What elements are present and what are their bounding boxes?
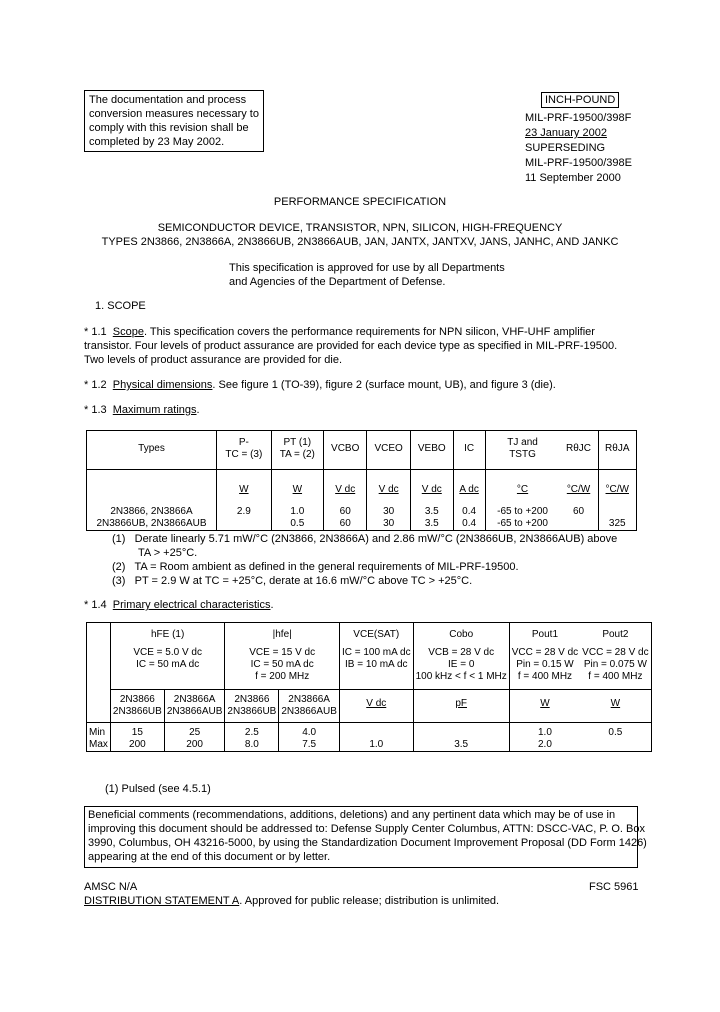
header-condition: VCC = 28 V dc bbox=[511, 647, 579, 658]
unit: W bbox=[217, 470, 272, 497]
cell bbox=[217, 518, 272, 531]
cell: 4.0 bbox=[279, 723, 340, 740]
subheader bbox=[225, 690, 279, 723]
approval-line: This specification is approved for use by all Departments bbox=[229, 262, 505, 274]
column-header bbox=[225, 623, 340, 690]
section-1-2 bbox=[84, 378, 556, 392]
section-number: * 1.4 bbox=[84, 599, 107, 611]
amsc: AMSC N/A bbox=[84, 881, 138, 893]
maximum-ratings-table bbox=[86, 430, 637, 531]
subheader-text: 2N3866UB bbox=[112, 706, 162, 717]
header-vcbo: VCBO bbox=[323, 431, 366, 470]
subheader bbox=[339, 690, 413, 723]
header-text: TC = (3) bbox=[225, 449, 263, 460]
header-condition: VCB = 28 V dc bbox=[428, 647, 495, 658]
table-1-notes bbox=[112, 532, 617, 588]
cell: 30 bbox=[367, 518, 410, 531]
notice-line: The documentation and process bbox=[89, 94, 247, 106]
note-text: PT = 2.9 W at TC = +25°C, derate at 16.6 mW/°C above TC > +25°C. bbox=[134, 575, 473, 587]
cell bbox=[580, 739, 651, 752]
cell: 0.4 bbox=[453, 496, 485, 518]
cell: Min bbox=[87, 723, 111, 740]
unit: °C/W bbox=[560, 470, 598, 497]
cell: 60 bbox=[323, 518, 366, 531]
header-pt-ta bbox=[271, 431, 323, 470]
header-text: TJ and bbox=[507, 437, 538, 448]
header-condition: IC = 100 mA dc bbox=[341, 647, 411, 658]
approval bbox=[229, 261, 505, 289]
header-title: hFE (1) bbox=[150, 629, 185, 640]
approval-line: and Agencies of the Department of Defense. bbox=[229, 276, 446, 288]
cell: 8.0 bbox=[225, 739, 279, 752]
cell: 2.9 bbox=[217, 496, 272, 518]
header-vebo: VEBO bbox=[410, 431, 453, 470]
subheader-text: W bbox=[610, 698, 621, 709]
cell: 3.5 bbox=[410, 496, 453, 518]
header-pt-tc bbox=[217, 431, 272, 470]
table-row bbox=[87, 723, 652, 740]
note-number: (2) bbox=[112, 561, 126, 573]
column-header bbox=[413, 623, 509, 690]
fsc: FSC 5961 bbox=[589, 881, 639, 893]
superseded-date: 11 September 2000 bbox=[525, 172, 621, 184]
unit: V dc bbox=[367, 470, 410, 497]
cell: 25 bbox=[164, 723, 225, 740]
header-text: TSTG bbox=[509, 449, 536, 460]
section-text: . bbox=[270, 599, 274, 611]
header-condition: Pin = 0.15 W bbox=[516, 659, 574, 670]
header-tj bbox=[485, 431, 560, 470]
header-condition: f = 200 MHz bbox=[255, 671, 310, 682]
subtitle bbox=[0, 221, 720, 249]
note-text: TA > +25°C. bbox=[138, 547, 198, 559]
comment-line: appearing at the end of this document or by letter. bbox=[88, 851, 331, 863]
column-header bbox=[339, 623, 413, 690]
electrical-characteristics-table bbox=[86, 622, 652, 752]
header-row bbox=[87, 623, 652, 690]
doc-date: 23 January 2002 bbox=[525, 127, 607, 139]
column-header bbox=[509, 623, 580, 690]
table-row bbox=[87, 518, 637, 531]
cell: -65 to +200 bbox=[485, 518, 560, 531]
subheader-text: 2N3866A bbox=[288, 694, 330, 705]
header-text: TA = (2) bbox=[279, 449, 315, 460]
cell: 2.5 bbox=[225, 723, 279, 740]
header-title: Pout2 bbox=[602, 629, 629, 640]
note-number: (3) bbox=[112, 575, 126, 587]
subheader-text: 2N3866 bbox=[234, 694, 270, 705]
unit: °C/W bbox=[598, 470, 636, 497]
cell bbox=[413, 723, 509, 740]
header-rja: RθJA bbox=[598, 431, 636, 470]
cell: 200 bbox=[164, 739, 225, 752]
header-condition: IC = 50 mA dc bbox=[136, 659, 200, 670]
cell: Max bbox=[87, 739, 111, 752]
distribution-title: DISTRIBUTION STATEMENT A bbox=[84, 895, 240, 907]
note-number: (1) bbox=[112, 533, 126, 545]
section-text: . See figure 1 (TO-39), figure 2 (surface mount, UB), and figure 3 (die). bbox=[212, 379, 556, 391]
cell: 1.0 bbox=[509, 723, 580, 740]
unit: °C bbox=[485, 470, 560, 497]
cell: 0.5 bbox=[271, 518, 323, 531]
cell bbox=[560, 518, 598, 531]
header-title: Pout1 bbox=[531, 629, 559, 640]
subheader bbox=[413, 690, 509, 723]
cell: 2N3866, 2N3866A bbox=[87, 496, 217, 518]
subheader-text: pF bbox=[455, 698, 467, 709]
scope-heading: 1. SCOPE bbox=[95, 300, 146, 312]
subheader-text: 2N3866 bbox=[119, 694, 155, 705]
cell: 0.5 bbox=[580, 723, 651, 740]
subheader-text: W bbox=[540, 698, 550, 709]
section-1-4 bbox=[84, 598, 274, 612]
header-condition: 100 kHz < f < 1 MHz bbox=[415, 671, 507, 682]
header-title: VCE(SAT) bbox=[353, 629, 400, 640]
doc-number: MIL-PRF-19500/398F bbox=[525, 112, 632, 124]
header-condition: IC = 50 mA dc bbox=[250, 659, 314, 670]
header-vceo: VCEO bbox=[367, 431, 410, 470]
page-title: PERFORMANCE SPECIFICATION bbox=[273, 196, 447, 208]
notice-line: conversion measures necessary to bbox=[89, 108, 259, 120]
header-condition: f = 400 MHz bbox=[588, 671, 643, 682]
subtitle-line: TYPES 2N3866, 2N3866A, 2N3866UB, 2N3866AUB, JAN, JANTX, JANTXV, JANS, JANHC, AND JANKC bbox=[101, 236, 619, 248]
subheader bbox=[164, 690, 225, 723]
header-condition: Pin = 0.075 W bbox=[583, 659, 647, 670]
section-title: Maximum ratings bbox=[112, 404, 197, 416]
subheader-text: 2N3866UB bbox=[227, 706, 277, 717]
subheader bbox=[110, 690, 164, 723]
header-types: Types bbox=[87, 431, 217, 470]
subheader-text: 2N3866AUB bbox=[166, 706, 223, 717]
cell: 1.0 bbox=[339, 739, 413, 752]
cell: 3.5 bbox=[410, 518, 453, 531]
table-row bbox=[87, 739, 652, 752]
header-condition: VCE = 5.0 V dc bbox=[133, 647, 202, 658]
header-condition: IB = 10 mA dc bbox=[344, 659, 408, 670]
cell: 60 bbox=[560, 496, 598, 518]
superseded-doc: MIL-PRF-19500/398E bbox=[525, 157, 632, 169]
section-1-1 bbox=[84, 325, 617, 367]
table-row bbox=[87, 496, 637, 518]
subheader-text: 2N3866A bbox=[173, 694, 216, 705]
section-text: . This specification covers the performance requirements for NPN silicon, VHF-UHF amplifier bbox=[143, 326, 595, 338]
comment-line: improving this document should be addressed to: Defense Supply Center Columbus, ATTN: DSCC-VAC, P. O. Box bbox=[88, 823, 645, 835]
notice-line: completed by 23 May 2002. bbox=[89, 136, 225, 148]
cell: 15 bbox=[110, 723, 164, 740]
notice-text bbox=[89, 93, 259, 149]
unit: A dc bbox=[453, 470, 485, 497]
header-title: |hfe| bbox=[272, 629, 292, 640]
pulsed-note: (1) Pulsed (see 4.5.1) bbox=[105, 783, 211, 795]
cell: 30 bbox=[367, 496, 410, 518]
cell: 2.0 bbox=[509, 739, 580, 752]
superseding-label: SUPERSEDING bbox=[525, 142, 606, 154]
subtitle-line: SEMICONDUCTOR DEVICE, TRANSISTOR, NPN, SILICON, HIGH-FREQUENCY bbox=[157, 222, 563, 234]
distribution-text: . Approved for public release; distribution is unlimited. bbox=[239, 895, 500, 907]
cell: 1.0 bbox=[271, 496, 323, 518]
cell: 0.4 bbox=[453, 518, 485, 531]
section-text: . bbox=[196, 404, 200, 416]
cell: 3.5 bbox=[413, 739, 509, 752]
cell: 325 bbox=[598, 518, 636, 531]
section-number: * 1.3 bbox=[84, 404, 107, 416]
subheader bbox=[509, 690, 580, 723]
header-text: P- bbox=[238, 437, 249, 448]
distribution-statement bbox=[84, 894, 499, 908]
header-text: PT (1) bbox=[283, 437, 312, 448]
column-header bbox=[110, 623, 225, 690]
unit: W bbox=[271, 470, 323, 497]
note-text: TA = Room ambient as defined in the general requirements of MIL-PRF-19500. bbox=[134, 561, 519, 573]
note-text: Derate linearly 5.71 mW/°C (2N3866, 2N3866A) and 2.86 mW/°C (2N3866UB, 2N3866AUB) above bbox=[134, 533, 618, 545]
comment-line: Beneficial comments (recommendations, additions, deletions) and any pertinent data which may be of use in bbox=[88, 809, 616, 821]
cell: 2N3866UB, 2N3866AUB bbox=[87, 518, 217, 531]
section-text: Two levels of product assurance are provided for die. bbox=[84, 354, 343, 366]
subheader-text: V dc bbox=[366, 698, 387, 709]
section-text: transistor. Four levels of product assurance are provided for each device type as specified in MIL-PRF-19500. bbox=[84, 340, 618, 352]
header-ic: IC bbox=[453, 431, 485, 470]
section-1-3 bbox=[84, 403, 200, 417]
notice-line: comply with this revision shall be bbox=[89, 122, 249, 134]
cell: 60 bbox=[323, 496, 366, 518]
cell: 7.5 bbox=[279, 739, 340, 752]
header-rjc: RθJC bbox=[560, 431, 598, 470]
subheader-text: 2N3866AUB bbox=[281, 706, 337, 717]
section-title: Scope bbox=[112, 326, 144, 338]
header-condition: VCE = 15 V dc bbox=[249, 647, 316, 658]
section-title: Primary electrical characteristics bbox=[112, 599, 271, 611]
column-header bbox=[580, 623, 651, 690]
unit: V dc bbox=[323, 470, 366, 497]
inch-pound-label: INCH-POUND bbox=[541, 92, 619, 108]
header-condition: f = 400 MHz bbox=[517, 671, 573, 682]
header-condition: IE = 0 bbox=[447, 659, 475, 670]
unit: V dc bbox=[410, 470, 453, 497]
cell bbox=[598, 496, 636, 518]
document-ids bbox=[525, 111, 632, 186]
header-title: Cobo bbox=[449, 629, 474, 640]
comments-text bbox=[88, 808, 647, 864]
section-number: * 1.1 bbox=[84, 326, 107, 338]
cell: -65 to +200 bbox=[485, 496, 560, 518]
section-number: * 1.2 bbox=[84, 379, 107, 391]
subheader bbox=[279, 690, 340, 723]
header-condition: VCC = 28 V dc bbox=[582, 647, 649, 658]
cell bbox=[339, 723, 413, 740]
cell: 200 bbox=[110, 739, 164, 752]
subheader bbox=[580, 690, 651, 723]
section-title: Physical dimensions bbox=[112, 379, 213, 391]
comment-line: 3990, Columbus, OH 43216-5000, by using the Standardization Document Improvement Proposal (DD Form 1426) bbox=[88, 837, 647, 849]
